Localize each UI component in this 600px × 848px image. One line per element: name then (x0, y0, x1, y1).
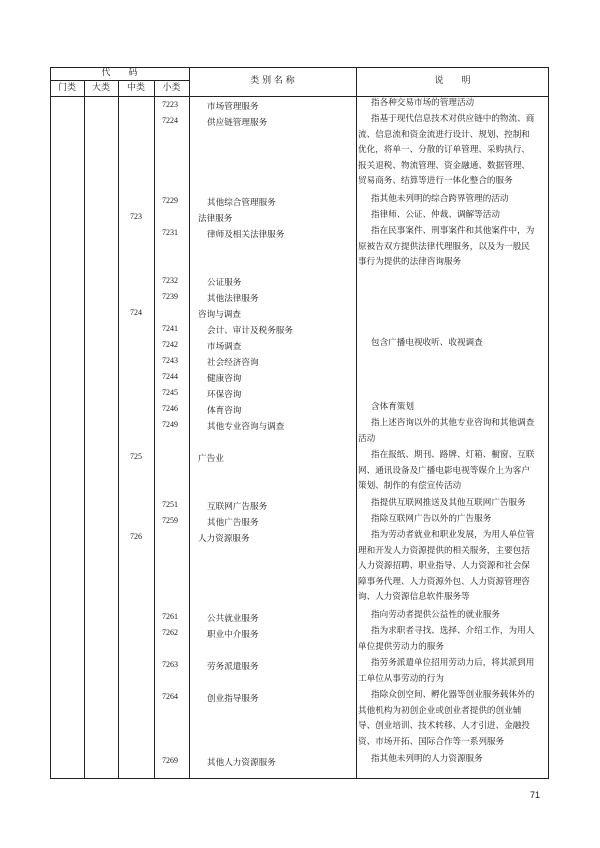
description-line: 单位提供劳动力的服务 (358, 641, 444, 652)
description-line: 指律师、公证、仲裁、调解等活动 (371, 210, 500, 220)
category-description (358, 336, 544, 352)
col-divider (84, 80, 85, 779)
category-name: 社会经济咨询 (207, 358, 259, 368)
description-line: 优化，将单一、分散的订单管理、采购执行、 (358, 145, 530, 155)
category-name: 劳务派遣服务 (207, 662, 259, 672)
category-name: 体育咨询 (207, 406, 242, 416)
mid-class-code: 723 (130, 212, 142, 221)
description-line: 包含广播电视收听、收视调查 (371, 338, 483, 348)
description-line: 指为劳动者就业和职业发展，为用人单位管 (371, 530, 535, 540)
small-class-code: 7259 (162, 516, 178, 525)
category-description (358, 208, 544, 224)
category-name: 创业指导服务 (207, 694, 259, 704)
small-class-code: 7241 (162, 324, 178, 333)
small-class-code: 7264 (162, 692, 178, 701)
category-description (358, 624, 544, 655)
small-class-code: 7232 (162, 276, 178, 285)
description-line: 其他机构为初创企业或创业者提供的创业辅 (358, 705, 522, 716)
small-class-code: 7242 (162, 340, 178, 349)
category-description (358, 224, 544, 271)
small-class-code: 7249 (162, 420, 178, 429)
description-line: 指提供互联网推送及其他互联网广告服务 (371, 498, 526, 508)
description-line: 指其他未列明的人力资源服务 (371, 754, 483, 764)
category-description (358, 688, 544, 750)
col-divider (154, 80, 155, 779)
description-line: 网、通讯设备及广播电影电视等媒介上为客户 (358, 465, 530, 476)
description-line: 活动 (358, 433, 376, 444)
small-class-code: 7262 (162, 628, 178, 637)
small-class-code: 7245 (162, 388, 178, 397)
category-description (358, 656, 544, 687)
header-col-dalei: 大类 (91, 83, 110, 93)
category-name: 互联网广告服务 (207, 502, 268, 512)
mid-class-code: 724 (130, 308, 142, 317)
category-name: 健康咨询 (207, 374, 242, 384)
header-col-zhonglei: 中类 (126, 83, 145, 93)
description-line: 指在报纸、期刊、路牌、灯箱、橱窗、互联 (371, 450, 535, 460)
category-description (358, 112, 544, 190)
description-line: 策划、制作的有偿宣传活动 (358, 481, 462, 491)
category-name: 其他人力资源服务 (207, 758, 276, 768)
category-name: 市场管理服务 (207, 102, 259, 112)
category-name: 其他法律服务 (207, 294, 259, 304)
category-description (358, 496, 544, 512)
mid-class-code: 726 (130, 532, 142, 541)
small-class-code: 7246 (162, 404, 178, 413)
category-name: 其他广告服务 (207, 518, 259, 528)
description-line: 原被告双方提供法律代理服务，以及为一般民 (358, 241, 530, 252)
description-line: 询、人力资源信息软件服务等 (358, 592, 470, 602)
category-description (358, 416, 544, 447)
category-name: 职业中介服务 (207, 630, 259, 640)
description-line: 贸易商务、结算等进行一体化整合的服务 (358, 176, 513, 186)
category-description (358, 400, 544, 416)
category-description (358, 608, 544, 624)
description-line: 指在民事案件、刑事案件和其他案件中，为 (371, 226, 535, 236)
description-line: 理和开发人力资源提供的相关服务，主要包括 (358, 545, 530, 556)
small-class-code: 7251 (162, 500, 178, 509)
description-line: 指其他未列明的综合跨界管理的活动 (371, 194, 509, 204)
description-line: 资、市场开拓、国际合作等一系列服务 (358, 736, 505, 747)
description-line: 指各种交易市场的管理活动 (371, 98, 475, 108)
small-class-code: 7263 (162, 660, 178, 669)
small-class-code: 7261 (162, 612, 178, 621)
header-code: 代 码 (101, 68, 138, 78)
header-split-line (50, 80, 189, 81)
small-class-code: 7229 (162, 196, 178, 205)
category-name: 广告业 (198, 454, 224, 464)
small-class-code: 7239 (162, 292, 178, 301)
header-name: 类 别 名 称 (250, 76, 295, 86)
category-description (358, 448, 544, 495)
page-number: 71 (530, 790, 541, 800)
category-name: 咨询与调查 (198, 310, 241, 320)
category-description (358, 192, 544, 208)
category-name: 供应链管理服务 (207, 118, 268, 128)
description-line: 障事务代理、人力资源外包、人力资源管理咨 (358, 576, 530, 587)
description-line: 流、信息流和资金流进行设计、规划、控制和 (358, 129, 530, 140)
category-name: 人力资源服务 (198, 534, 250, 544)
description-line: 指除互联网广告以外的广告服务 (371, 514, 492, 524)
category-description (358, 96, 544, 112)
header-desc: 说 明 (434, 76, 471, 86)
col-divider (356, 67, 357, 779)
small-class-code: 7243 (162, 356, 178, 365)
description-line: 报关退税、物流管理、资金融通、数据管理、 (358, 160, 530, 171)
description-line: 指为求职者寻找、选择、介绍工作，为用人 (371, 626, 535, 636)
description-line: 工单位从事劳动的行为 (358, 673, 444, 684)
description-line: 指向劳动者提供公益性的就业服务 (371, 610, 500, 620)
small-class-code: 7231 (162, 228, 178, 237)
category-description (358, 528, 544, 606)
mid-class-code: 725 (130, 452, 142, 461)
description-line: 含体育策划 (371, 402, 414, 412)
category-name: 其他专业咨询与调查 (207, 422, 285, 432)
category-name: 环保咨询 (207, 390, 242, 400)
small-class-code: 7223 (162, 100, 178, 109)
category-description (358, 752, 544, 768)
header-col-xiaolei: 小类 (162, 83, 181, 93)
category-description (358, 512, 544, 528)
small-class-code: 7269 (162, 756, 178, 765)
col-divider (118, 80, 119, 779)
description-line: 指基于现代信息技术对供应链中的物流、商 (371, 114, 535, 124)
category-name: 公证服务 (207, 278, 242, 288)
category-name: 会计、审计及税务服务 (207, 326, 293, 336)
description-line: 人力资源招聘、职业指导、人力资源和社会保 (358, 561, 530, 571)
category-name: 市场调查 (207, 342, 242, 352)
header-col-menlei: 门类 (57, 83, 76, 93)
category-name: 律师及相关法律服务 (207, 230, 285, 240)
category-name: 其他综合管理服务 (207, 198, 276, 208)
description-line: 指除众创空间、孵化器等创业服务载体外的 (371, 690, 535, 700)
description-line: 指上述咨询以外的其他专业咨询和其他调查 (371, 418, 535, 428)
small-class-code: 7244 (162, 372, 178, 381)
small-class-code: 7224 (162, 116, 178, 125)
category-name: 公共就业服务 (207, 614, 259, 624)
category-name: 法律服务 (198, 214, 233, 224)
description-line: 事行为提供的法律咨询服务 (358, 257, 462, 267)
description-line: 导、创业培训、技术转移、人才引进、金融投 (358, 721, 530, 731)
description-line: 指劳务派遣单位招用劳动力后，将其派到用 (371, 658, 535, 668)
